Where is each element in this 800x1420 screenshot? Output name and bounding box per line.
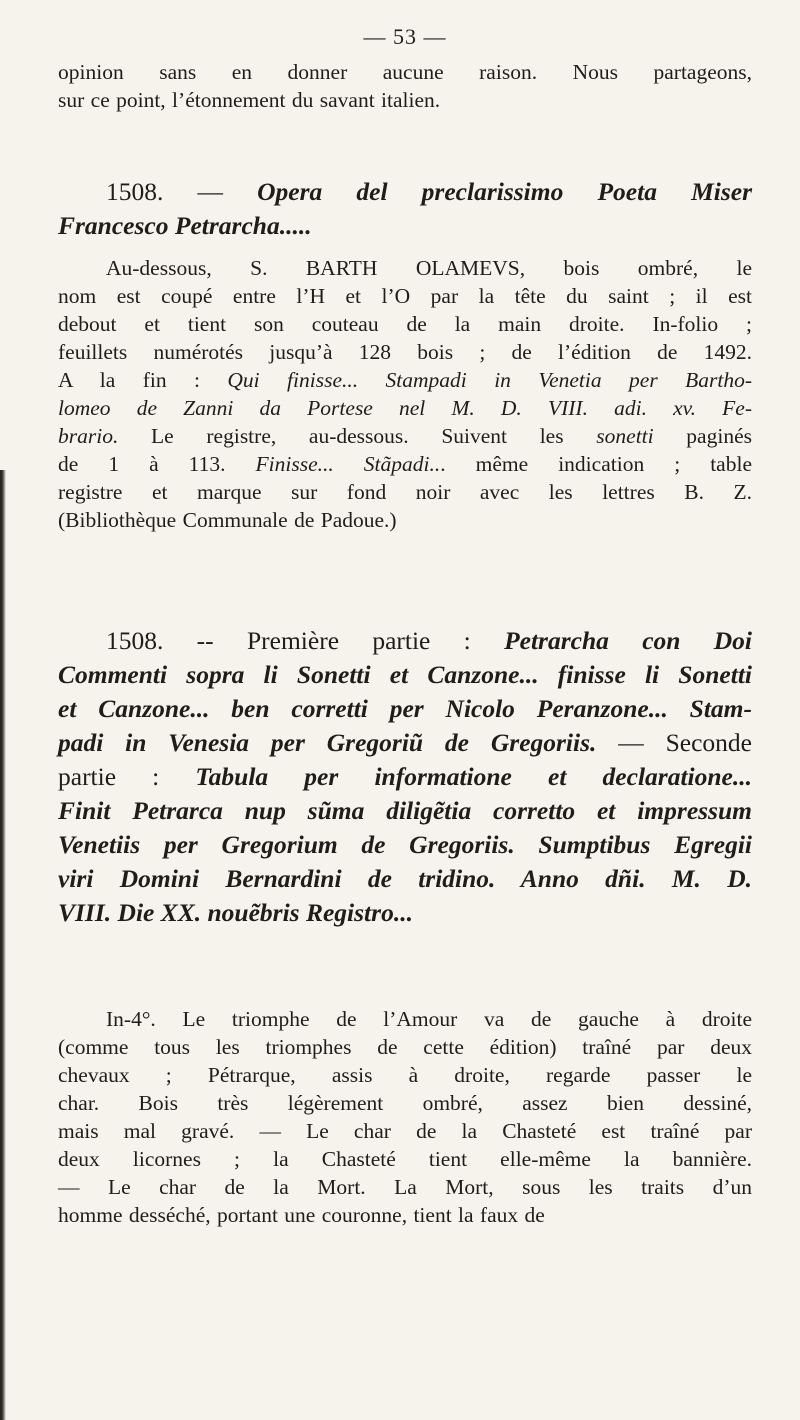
text-run: — Seconde	[596, 728, 752, 757]
text-line	[58, 422, 752, 450]
text-run: partie :	[58, 762, 196, 791]
colophon-text: Finisse... Stãpadi..	[255, 452, 441, 476]
entry-title: Petrarcha con Doi	[504, 626, 753, 655]
text-line	[58, 760, 752, 794]
text-run: de 1 à 113.	[58, 452, 256, 476]
text-line: debout et tient son couteau de la main droite. In-folio ;	[58, 312, 752, 336]
text-line: In-4°. Le triomphe de l’Amour va de gauche à droite	[106, 1007, 752, 1031]
text-line: VIII. Die XX. nouẽbris Registro...	[58, 898, 413, 927]
text-run: . même indication ; table	[440, 452, 752, 476]
text-line: homme desséché, portant une couronne, tient la faux de	[58, 1203, 545, 1227]
entry-title: padi in Venesia per Gregoriũ de Gregoriis.	[58, 728, 597, 757]
entry-year: 1508.	[106, 177, 164, 206]
text-line: deux licornes ; la Chasteté tient elle-même la bannière.	[58, 1147, 752, 1171]
text-line: (Bibliothèque Communale de Padoue.)	[58, 508, 397, 532]
text-run: A la fin :	[58, 368, 228, 392]
entry-1508-description	[58, 254, 752, 534]
text-line: opinion sans en donner aucune raison. Nous partageons,	[58, 60, 752, 84]
entry-1508-petrarcha-heading	[58, 624, 752, 930]
text-line: (comme tous les triomphes de cette édition) traîné par deux	[58, 1035, 752, 1059]
page-edge-shadow	[0, 470, 6, 1420]
text-line: feuillets numérotés jusqu’à 128 bois ; de l’édition de 1492.	[58, 340, 752, 364]
text-line	[58, 726, 752, 760]
text-line	[58, 450, 752, 478]
colophon-text: brario.	[58, 424, 119, 448]
text-line: et Canzone... ben corretti per Nicolo Peranzone... Stam-	[58, 694, 752, 723]
entry-title: Tabula per informatione et declaratione...	[195, 762, 752, 791]
text-line: Finit Petrarca nup sũma diligẽtia corretto et impressum	[58, 796, 752, 825]
text-run: Le registre, au-dessous. Suivent les	[118, 424, 597, 448]
text-run: 1508. -- Première partie :	[106, 626, 505, 655]
text-line: Francesco Petrarcha.....	[58, 211, 312, 240]
entry-title: Opera del preclarissimo Poeta Miser	[257, 177, 752, 206]
text-line: Venetiis per Gregorium de Gregoriis. Sumptibus Egregii	[58, 830, 752, 859]
entry-1508-heading	[58, 175, 752, 243]
colophon-text: Qui finisse... Stampadi in Venetia per Bartho-	[227, 368, 752, 392]
page-number: — 53 —	[363, 24, 447, 49]
entry-1508-petrarcha-description	[58, 1005, 752, 1229]
text-line	[58, 175, 752, 209]
text-line	[58, 624, 752, 658]
text-line: nom est coupé entre l’H et l’O par la tête du saint ; il est	[58, 284, 752, 308]
text-line: — Le char de la Mort. La Mort, sous les traits d’un	[58, 1175, 752, 1199]
text-line: registre et marque sur fond noir avec les lettres B. Z.	[58, 480, 752, 504]
text-line: lomeo de Zanni da Portese nel M. D. VIII. adi. xv. Fe-	[58, 396, 752, 420]
opening-paragraph	[58, 58, 752, 114]
text-line: sur ce point, l’étonnement du savant italien.	[58, 88, 441, 112]
text-line: chevaux ; Pétrarque, assis à droite, regarde passer le	[58, 1063, 752, 1087]
text-line: char. Bois très légèrement ombré, assez bien dessiné,	[58, 1091, 752, 1115]
text-line: mais mal gravé. — Le char de la Chasteté est traîné par	[58, 1119, 752, 1143]
text-line: Au-dessous, S. BARTH OLAMEVS, bois ombré, le	[106, 256, 752, 280]
sonetti-term: sonetti	[596, 424, 654, 448]
entry-dash: —	[197, 177, 223, 206]
text-line: viri Domini Bernardini de tridino. Anno dñi. M. D.	[58, 864, 752, 893]
text-line	[58, 366, 752, 394]
text-line: Commenti sopra li Sonetti et Canzone... finisse li Sonetti	[58, 660, 752, 689]
text-run: paginés	[653, 424, 752, 448]
